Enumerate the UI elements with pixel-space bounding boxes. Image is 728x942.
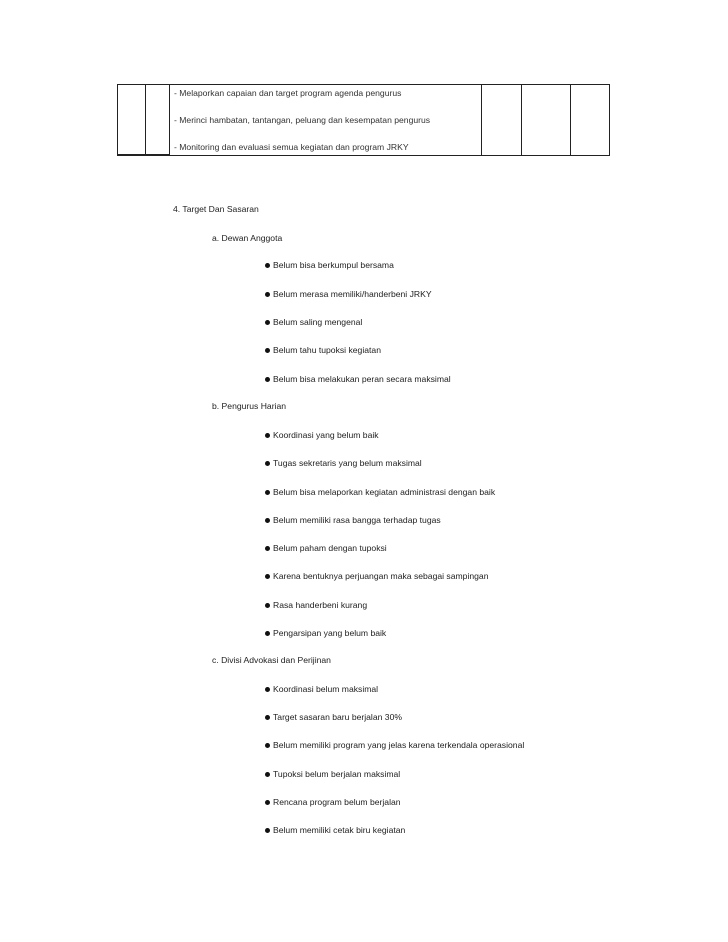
- list-item-text: Belum paham dengan tupoksi: [273, 543, 387, 553]
- bullet-icon: [265, 518, 270, 523]
- subsection-title: b. Pengurus Harian: [212, 401, 287, 411]
- table-cell-empty: [482, 85, 522, 156]
- list-item-text: Koordinasi yang belum baik: [273, 430, 379, 440]
- list-item: [265, 797, 401, 808]
- bullet-icon: [265, 828, 270, 833]
- list-item: [265, 260, 394, 271]
- list-item: [265, 458, 422, 469]
- list-item-text: Koordinasi belum maksimal: [273, 684, 379, 694]
- subsection-title: c. Divisi Advokasi dan Perijinan: [212, 655, 331, 665]
- list-item: [265, 769, 400, 780]
- bullet-icon: [265, 772, 270, 777]
- bullet-icon: [265, 743, 270, 748]
- list-item: [265, 515, 441, 526]
- list-item-text: Pengarsipan yang belum baik: [273, 628, 387, 638]
- table-activity-line: - Merinci hambatan, tantangan, peluang dan kesempatan pengurus: [174, 115, 431, 125]
- table-cell-empty: [146, 85, 170, 156]
- list-item: [265, 543, 387, 554]
- list-item-text: Rasa handerbeni kurang: [273, 600, 368, 610]
- bullet-icon: [265, 687, 270, 692]
- bullet-icon: [265, 490, 270, 495]
- list-item-text: Belum bisa melaporkan kegiatan administrasi dengan baik: [273, 487, 496, 497]
- program-table: [117, 84, 610, 156]
- table-activity-line: - Monitoring dan evaluasi semua kegiatan dan program JRKY: [174, 142, 409, 152]
- list-item-text: Belum memiliki program yang jelas karena terkendala operasional: [273, 740, 525, 750]
- list-item: [265, 571, 488, 582]
- list-item-text: Karena bentuknya perjuangan maka sebagai sampingan: [273, 571, 489, 581]
- bullet-icon: [265, 546, 270, 551]
- bullet-icon: [265, 461, 270, 466]
- table-cell-empty: [571, 85, 610, 156]
- table-cell-empty: [522, 85, 571, 156]
- list-item-text: Tupoksi belum berjalan maksimal: [273, 769, 401, 779]
- bullet-icon: [265, 800, 270, 805]
- list-item-text: Belum memiliki cetak biru kegiatan: [273, 825, 406, 835]
- list-item: [265, 628, 386, 639]
- list-item: [265, 430, 379, 441]
- bullet-icon: [265, 433, 270, 438]
- table-cell-activities: [170, 85, 482, 156]
- table-activity-line: - Melaporkan capaian dan target program agenda pengurus: [174, 88, 402, 98]
- table-cell-number: [118, 85, 146, 156]
- list-item: [265, 345, 381, 356]
- list-item-text: Belum saling mengenal: [273, 317, 363, 327]
- list-item-text: Belum memiliki rasa bangga terhadap tugas: [273, 515, 441, 525]
- subsection-title: a. Dewan Anggota: [212, 233, 283, 243]
- list-item: [265, 600, 367, 611]
- list-item: [265, 740, 524, 751]
- bullet-icon: [265, 320, 270, 325]
- list-item-text: Rencana program belum berjalan: [273, 797, 401, 807]
- bullet-icon: [265, 631, 270, 636]
- bullet-icon: [265, 263, 270, 268]
- list-item-text: Belum merasa memiliki/handerbeni JRKY: [273, 289, 432, 299]
- list-item: [265, 825, 405, 836]
- bullet-icon: [265, 348, 270, 353]
- list-item: [265, 317, 362, 328]
- section-title: 4. Target Dan Sasaran: [173, 204, 259, 214]
- list-item-text: Target sasaran baru berjalan 30%: [273, 712, 402, 722]
- bullet-icon: [265, 377, 270, 382]
- list-item: [265, 684, 378, 695]
- list-item-text: Tugas sekretaris yang belum maksimal: [273, 458, 422, 468]
- list-item: [265, 712, 402, 723]
- bullet-icon: [265, 574, 270, 579]
- list-item-text: Belum bisa berkumpul bersama: [273, 260, 394, 270]
- list-item-text: Belum bisa melakukan peran secara maksimal: [273, 374, 451, 384]
- list-item: [265, 289, 432, 300]
- list-item-text: Belum tahu tupoksi kegiatan: [273, 345, 381, 355]
- list-item: [265, 374, 451, 385]
- bullet-icon: [265, 603, 270, 608]
- list-item: [265, 487, 495, 498]
- table-row: [118, 85, 610, 156]
- bullet-icon: [265, 292, 270, 297]
- bullet-icon: [265, 715, 270, 720]
